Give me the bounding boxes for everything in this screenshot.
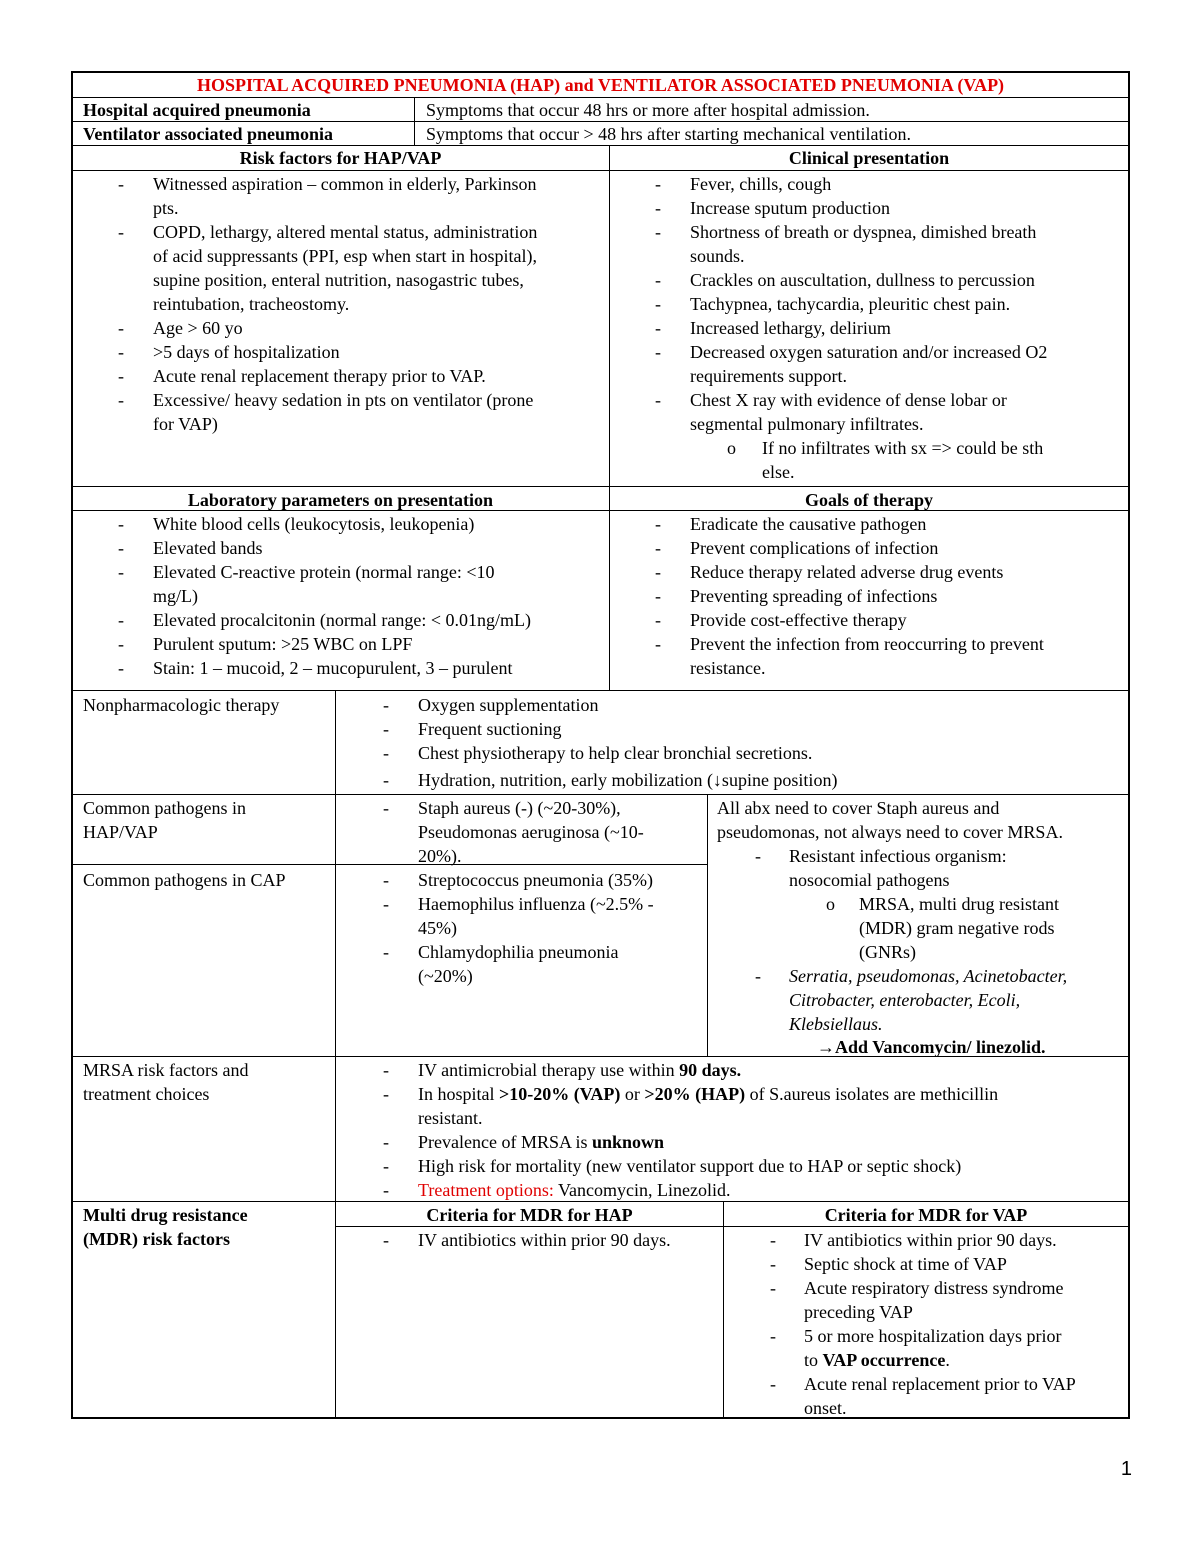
cap-pathogens-label: Common pathogens in CAP [83, 870, 286, 890]
list-item: Excessive/ heavy sedation in pts on ventilator (prone [153, 390, 534, 410]
list-item: supine position, enteral nutrition, nasogastric tubes, [153, 270, 524, 290]
list-item: Tachypnea, tachycardia, pleuritic chest pain. [690, 294, 1011, 314]
list-item: Hydration, nutrition, early mobilization (↓supine position) [418, 770, 838, 790]
list-item: for VAP) [153, 414, 218, 434]
list-item: Fever, chills, cough [690, 174, 832, 194]
list-item: resistant. [418, 1108, 483, 1128]
list-item: Age > 60 yo [153, 318, 243, 338]
hap-pathogens-label: Common pathogens in [83, 798, 246, 818]
list-item: Prevalence of MRSA is unknown [418, 1132, 665, 1152]
list-item: In hospital >10-20% (VAP) or >20% (HAP) of S.aureus isolates are methicillin [418, 1084, 999, 1104]
list-item: Frequent suctioning [418, 719, 562, 739]
note-text: All abx need to cover Staph aureus and [717, 798, 1000, 818]
list-item: requirements support. [690, 366, 847, 386]
list-item: Eradicate the causative pathogen [690, 514, 927, 534]
list-item: Treatment options: Vancomycin, Linezolid. [418, 1180, 731, 1200]
list-item: >5 days of hospitalization [153, 342, 340, 362]
list-item: Purulent sputum: >25 WBC on LPF [153, 634, 413, 654]
organism-list: Citrobacter, enterobacter, Ecoli, [789, 990, 1021, 1010]
lab-parameters-header: Laboratory parameters on presentation [187, 490, 494, 510]
mrsa-label: MRSA risk factors and [83, 1060, 249, 1080]
list-item: Stain: 1 – mucoid, 2 – mucopurulent, 3 – purulent [153, 658, 513, 678]
list-item: Acute respiratory distress syndrome [804, 1278, 1064, 1298]
list-item: Streptococcus pneumonia (35%) [418, 870, 653, 890]
list-item: Chest X ray with evidence of dense lobar or [690, 390, 1007, 410]
list-item: Elevated procalcitonin (normal range: < 0.01ng/mL) [153, 610, 532, 630]
risk-factors-header: Risk factors for HAP/VAP [239, 148, 442, 168]
list-item: resistance. [690, 658, 766, 678]
list-item: IV antibiotics within prior 90 days. [804, 1230, 1057, 1250]
clinical-presentation-header: Clinical presentation [788, 148, 950, 168]
list-item: Oxygen supplementation [418, 695, 599, 715]
hap-pathogens-label: HAP/VAP [83, 822, 158, 842]
definition-desc: Symptoms that occur > 48 hrs after starting mechanical ventilation. [426, 124, 912, 144]
list-item: Prevent the infection from reoccurring to prevent [690, 634, 1044, 654]
list-item: Staph aureus (-) (~20-30%), [418, 798, 621, 818]
list-item: to VAP occurrence. [804, 1350, 950, 1370]
list-item: pts. [153, 198, 179, 218]
sub-list-item: (MDR) gram negative rods [859, 918, 1055, 938]
list-item: Chlamydophilia pneumonia [418, 942, 619, 962]
mdr-label: Multi drug resistance [83, 1205, 248, 1225]
list-item: Provide cost-effective therapy [690, 610, 907, 630]
organism-list: Serratia, pseudomonas, Acinetobacter, [789, 966, 1068, 986]
list-item: White blood cells (leukocytosis, leukopenia) [153, 514, 475, 534]
list-item: of acid suppressants (PPI, esp when start in hospital), [153, 246, 537, 266]
mdr-label: (MDR) risk factors [83, 1229, 230, 1249]
sub-list-item: else. [762, 462, 795, 482]
list-item: Decreased oxygen saturation and/or increased O2 [690, 342, 1048, 362]
goals-header: Goals of therapy [805, 490, 933, 510]
list-item: Increased lethargy, delirium [690, 318, 891, 338]
mdr-hap-header: Criteria for MDR for HAP [426, 1205, 633, 1225]
sub-list-item: (GNRs) [859, 942, 916, 962]
list-item: (~20%) [418, 966, 473, 986]
nonpharm-label: Nonpharmacologic therapy [83, 695, 280, 715]
list-item: 20%). [418, 846, 462, 866]
list-item: Elevated C-reactive protein (normal range: <10 [153, 562, 495, 582]
list-item: IV antimicrobial therapy use within 90 days. [418, 1060, 742, 1080]
list-item: COPD, lethargy, altered mental status, administration [153, 222, 538, 242]
list-item: Septic shock at time of VAP [804, 1254, 1007, 1274]
list-item: Acute renal replacement prior to VAP [804, 1374, 1076, 1394]
page-number: 1 [1120, 1458, 1132, 1480]
organism-list: Klebsiellaus. [789, 1014, 883, 1034]
list-item: Crackles on auscultation, dullness to percussion [690, 270, 1035, 290]
list-item: Haemophilus influenza (~2.5% - [418, 894, 654, 914]
list-item: reintubation, tracheostomy. [153, 294, 350, 314]
list-item: Shortness of breath or dyspnea, dimished breath [690, 222, 1037, 242]
mdr-vap-header: Criteria for MDR for VAP [824, 1205, 1028, 1225]
list-item: 5 or more hospitalization days prior [804, 1326, 1062, 1346]
list-item: segmental pulmonary infiltrates. [690, 414, 924, 434]
sub-list-item: MRSA, multi drug resistant [859, 894, 1060, 914]
list-item: mg/L) [153, 586, 198, 606]
list-item: Witnessed aspiration – common in elderly, Parkinson [153, 174, 537, 194]
definition-term: Ventilator associated pneumonia [83, 124, 334, 144]
list-item: onset. [804, 1398, 847, 1418]
document-page: HOSPITAL ACQUIRED PNEUMONIA (HAP) and VENTILATOR ASSOCIATED PNEUMONIA (VAP) Hospital acquired pneumonia Symptoms that occur 48 hrs or more after hospital admission. Ventilator associated pneumonia Symptoms that occur > 48 hrs after starting mechanical ventilation. Risk factors for HAP/VAP Clinical presentation - Witnessed aspiration – common in elderly, Parkinson pts. - COPD, lethargy, altered mental status, administration of acid suppressants (PPI, esp when start in hospital), supine position, enteral nutrition, nasogastric tubes, reintubation, tracheostomy. - Age > 60 yo - >5 days of hospitalization - Acute renal replacement therapy prior to VAP. - Excessive/ heavy sedation in pts on ventilator (prone for VAP) - Fever, chills, cough - Increase sputum production - Shortness of breath or dyspnea, dimished breath sounds. - Crackles on auscultation, dullness to percussion - Tachypnea, tachycardia, pleuritic chest pain. - Increased lethargy, delirium - Decreased oxygen saturation and/or increased O2 requirements support. - Chest X ray with evidence of dense lobar or segmental pulmonary infiltrates. o If no infiltrates with sx => could be sth else. Laboratory parameters on presentation Goals of therapy - White blood cells (leukocytosis, leukopenia) - Elevated bands - Elevated C-reactive protein (normal range: <10 mg/L) - Elevated procalcitonin (normal range: < 0.01ng/mL) - Purulent sputum: >25 WBC on LPF - Stain: 1 – mucoid, 2 – mucopurulent, 3 – purulent - Eradicate the causative pathogen - Prevent complications of infection - Reduce therapy related adverse drug events - Preventing spreading of infections - Provide cost-effective therapy - Prevent the infection from reoccurring to prevent resistance. Nonpharmacologic therapy - Oxygen supplementation - Frequent suctioning - Chest physiotherapy to help clear bronchial secretions. - Hydration, nutrition, early mobilization (↓supine position) Common pathogens in HAP/VAP - Staph aureus (-) (~20-30%), Pseudomonas aeruginosa (~10- 20%). Common pathogens in CAP - Streptococcus pneumonia (35%) - Haemophilus influenza (~2.5% - 45%) - Chlamydophilia pneumonia (~20%) All abx need to cover Staph aureus and pseudomonas, not always need to cover MRSA. - Resistant infectious organism: nosocomial pathogens o MRSA, multi drug resistant (MDR) gram negative rods (GNRs) - Serratia, pseudomonas, Acinetobacter, Citrobacter, enterobacter, Ecoli, Klebsiellaus. →Add Vancomycin/ linezolid. MRSA risk factors and treatment choices - IV antimicrobial therapy use within 90 days. - In hospital >10-20% (VAP) or >20% (HAP) of S.aureus isolates are methicillin resistant. - Prevalence of MRSA is unknown - High risk for mortality (new ventilator support due to HAP or septic shock) - Treatment options: Vancomycin, Linezolid. Multi drug resistance (MDR) risk factors Criteria for MDR for HAP Criteria for MDR for VAP - IV antibiotics within prior 90 days. - IV antibiotics within prior 90 days. - Septic shock at time of VAP - Acute respiratory distress syndrome preceding VAP - 5 or more hospitalization days prior to VAP occurrence. - Acute renal replacement prior to VAP onset. 1 [0, 0, 1200, 1553]
list-item: IV antibiotics within prior 90 days. [418, 1230, 671, 1250]
document-title: HOSPITAL ACQUIRED PNEUMONIA (HAP) and VENTILATOR ASSOCIATED PNEUMONIA (VAP) [196, 75, 1005, 95]
list-item: Prevent complications of infection [690, 538, 939, 558]
mrsa-label: treatment choices [83, 1084, 210, 1104]
list-item: High risk for mortality (new ventilator support due to HAP or septic shock) [418, 1156, 962, 1176]
list-item: preceding VAP [804, 1302, 913, 1322]
list-item: Elevated bands [153, 538, 263, 558]
list-item: Acute renal replacement therapy prior to VAP. [153, 366, 486, 386]
list-item: Preventing spreading of infections [690, 586, 938, 606]
list-item: nosocomial pathogens [789, 870, 950, 890]
definition-term: Hospital acquired pneumonia [83, 100, 311, 120]
list-item: Pseudomonas aeruginosa (~10- [418, 822, 644, 842]
sub-list-item: If no infiltrates with sx => could be sth [762, 438, 1044, 458]
list-item: Reduce therapy related adverse drug events [690, 562, 1004, 582]
list-item: sounds. [690, 246, 745, 266]
add-vancomycin-note: →Add Vancomycin/ linezolid. [817, 1037, 1046, 1057]
note-text: pseudomonas, not always need to cover MRSA. [717, 822, 1063, 842]
list-item: Resistant infectious organism: [789, 846, 1007, 866]
list-item: Chest physiotherapy to help clear bronchial secretions. [418, 743, 813, 763]
list-item: 45%) [418, 918, 457, 938]
list-item: Increase sputum production [690, 198, 890, 218]
definition-desc: Symptoms that occur 48 hrs or more after hospital admission. [426, 100, 870, 120]
